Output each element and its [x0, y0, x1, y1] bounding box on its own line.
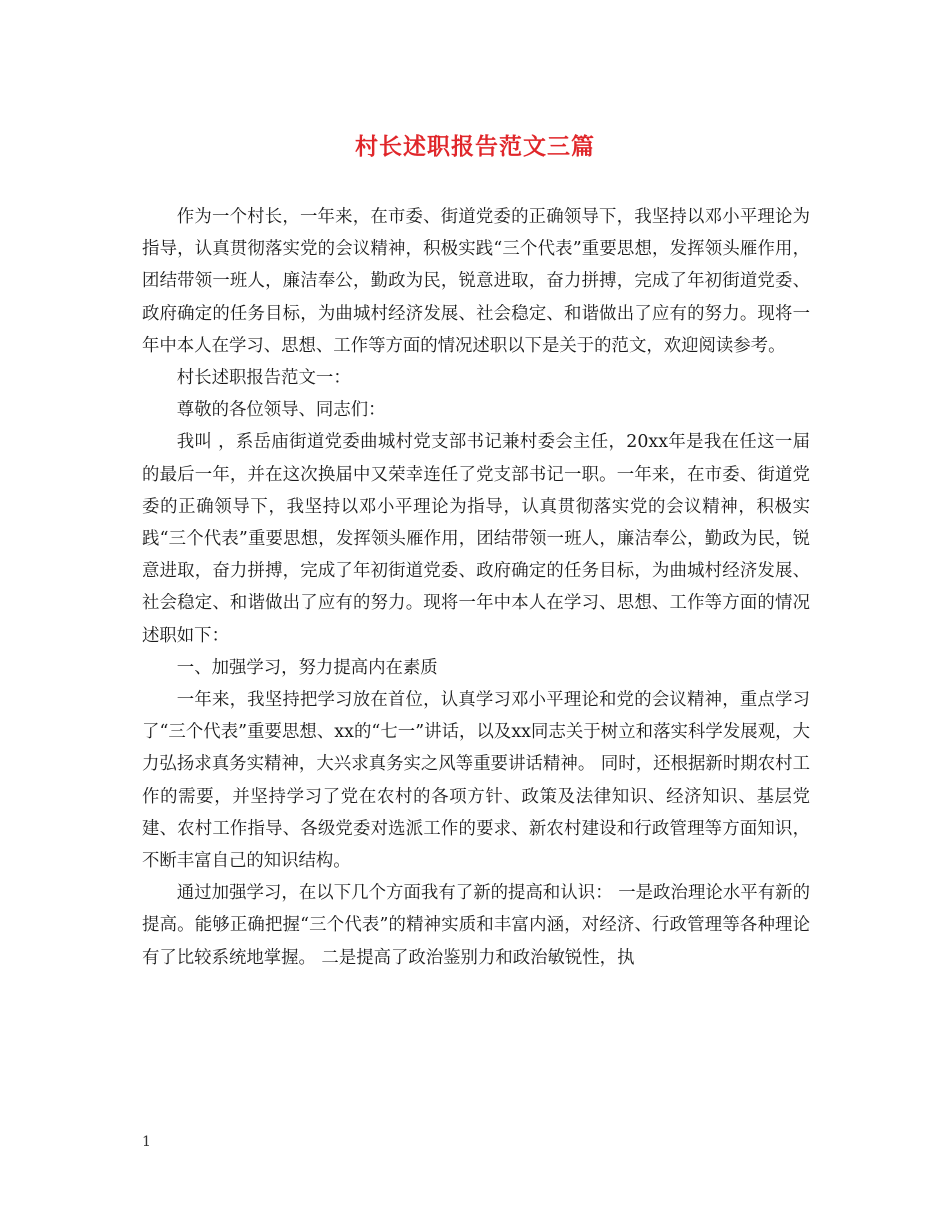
paragraph-sample-heading: 村长述职报告范文一： [176, 368, 351, 389]
paragraph-self-introduction: 我叫 ，系岳庙街道党委曲城村党支部书记兼村委会主任，20xx年是我在任这一届的最后一年，并在这次换届中又荣幸连任了党支部书记一职。一年来，在市委、街道党委的正确领导下，我坚持以邓小平理论为指导，认真贯彻落实党的会议精神，积极实践“三个代表”重要思想，发挥领头雁作用，团结带领一班人，廉洁奉公，勤政为民，锐意进取，奋力拼搏，完成了年初街道党委、政府确定的任务目标，为曲城村经济发展、社会稳定、和谐做出了应有的努力。现将一年中本人在学习、思想、工作等方面的情况述职如下： [142, 432, 810, 646]
paragraph-improvement: 通过加强学习，在以下几个方面我有了新的提高和认识： 一是政治理论水平有新的提高。能够正确把握“三个代表”的精神实质和丰富内涵，对经济、行政管理等各种理论有了比较系统地掌握。 二是提高了政治鉴别力和政治敏锐性，执 [142, 883, 810, 968]
section-heading-study: 一、加强学习，努力提高内在素质 [176, 657, 438, 678]
document-body [142, 201, 810, 974]
paragraph-study: 一年来，我坚持把学习放在首位，认真学习邓小平理论和党的会议精神，重点学习了“三个代表”重要思想、xx的“七一”讲话，以及xx同志关于树立和落实科学发展观，大力弘扬求真务实精神，大兴求真务实之风等重要讲话精神。 同时，还根据新时期农村工作的需要，并坚持学习了党在农村的各项方针、政策及法律知识、经济知识、基层党建、农村工作指导、各级党委对选派工作的要求、新农村建设和行政管理等方面知识，不断丰富自己的知识结构。 [142, 690, 810, 872]
paragraph-salutation: 尊敬的各位领导、同志们： [176, 400, 386, 421]
page-number: 1 [142, 1134, 151, 1150]
paragraph-intro: 作为一个村长，一年来，在市委、街道党委的正确领导下，我坚持以邓小平理论为指导，认真贯彻落实党的会议精神，积极实践“三个代表”重要思想，发挥领头雁作用，团结带领一班人，廉洁奉公，勤政为民，锐意进取，奋力拼搏，完成了年初街道党委、政府确定的任务目标，为曲城村经济发展、社会稳定、和谐做出了应有的努力。现将一年中本人在学习、思想、工作等方面的情况述职以下是关于的范文，欢迎阅读参考。 [142, 207, 810, 356]
document-title: 村长述职报告范文三篇 [355, 133, 595, 160]
